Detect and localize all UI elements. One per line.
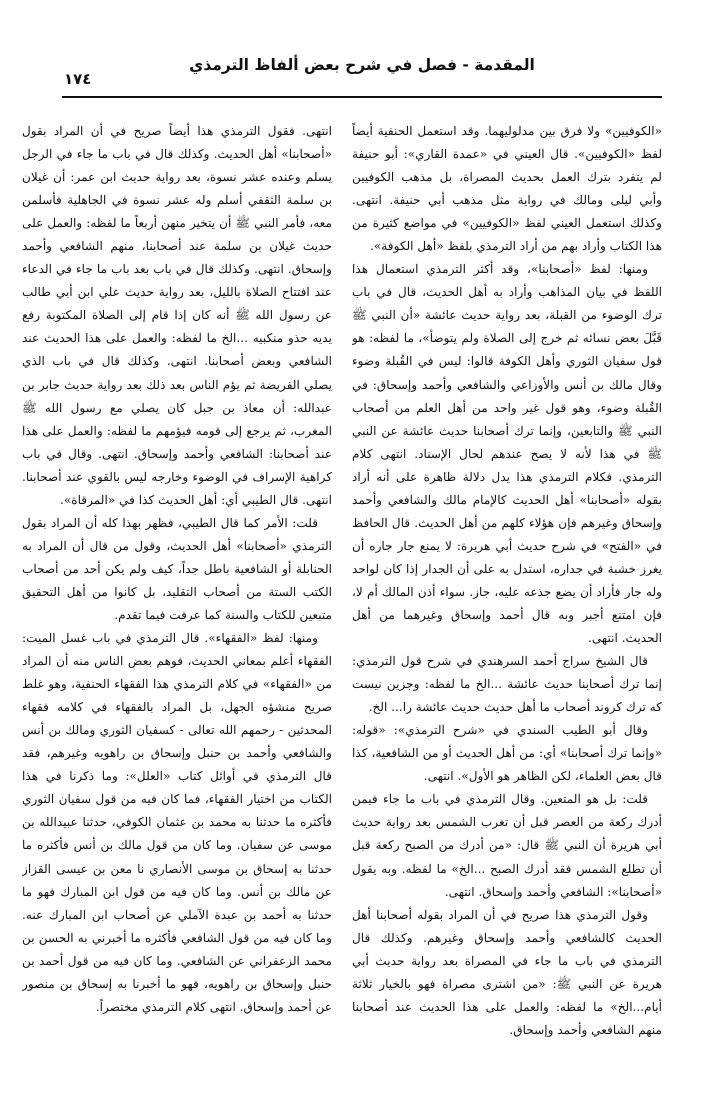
left-column <box>22 120 332 1076</box>
paragraph: «الكوفيين» ولا فرق بين مدلوليهما. وقد استعمل الحنفية أيضاً لفظ «الكوفيين». قال العيني في «عمدة القاري»: أبو حنيفة لم يتفرد بترك العمل بحديث المصراة، بل مذهب الكوفيين وأبي ليلى ومالك في رواية مثل مذهب أبي حنيفة. انتهى. وكذلك استعمل العيني لفظ «الكوفيين» في مواضع كثيرة من هذا الكتاب وأراد بهم من أراد الترمذي بلفظ «أهل الكوفة». <box>352 124 662 254</box>
paragraph: ومنها: لفظ «الفقهاء». قال الترمذي في باب غسل الميت: الفقهاء أعلم بمعاني الحديث، فوهم بعض الناس منه أن المراد من «الفقهاء» في كلام الترمذي هذا الفقهاء الحنفية، وهو غلط صريح منشؤه الجهل، بل المراد بالفقهاء في كلامه فقهاء المحدثين - رحمهم الله تعالى - كسفيان الثوري ومالك بن أنس والشافعي وأحمد بن حنبل وإسحاق بن راهويه وغيرهم، فقد قال الترمذي في أوائل كتاب «العلل»: وما ذكرنا في هذا الكتاب من اختيار الفقهاء، فما كان فيه من قول سفيان الثوري فأكثره ما حدثنا به محمد بن عثمان الكوفي، حدثنا عبيدالله بن موسى عن سفيان. وما كان من قول مالك بن أنس فأكثره ما حدثنا به إسحاق بن موسى الأنصاري نا معن بن عيسى القزاز عن مالك بن أنس. وما كان فيه من قول ابن المبارك فهو ما حدثنا به أحمد بن عبدة الآملي عن أصحاب ابن المبارك عنه. وما كان فيه من قول الشافعي فأكثره ما أخبرني به الحسن بن محمد الزعفراني عن الشافعي. وما كان فيه من قول أحمد بن حنبل وإسحاق بن راهويه، فهو ما أخبرنا به إسحاق بن منصور عن أحمد وإسحاق. انتهى كلام الترمذي مختصراً. <box>22 631 332 1014</box>
paragraph: قال الشيخ سراج أحمد السرهندي في شرح قول الترمذي: إنما ترك أصحابنا حديث عائشة ...الخ ما لفظه: وجزين نيست كه ترك كروند أصحاب ما أهل حديث حديث عائشة را... الخ. <box>352 654 662 715</box>
paragraph: ومنها: لفظ «أصحابنا»، وقد أكثر الترمذي استعمال هذا اللفظ في بيان المذاهب وأراد به أهل الحديث، قال في باب ترك الوضوء من القبلة، بعد رواية حديث عائشة «أن النبي ﷺ قَبَّلَ بعض نسائه ثم خرج إلى الصلاة ولم يتوضأ»، ما لفظه: هو قول سفيان الثوري وأهل الكوفة قالوا: ليس في القُبلة وضوء وقال مالك بن أنس والأوزاعي والشافعي وأحمد وإسحاق: في القُبلة وضوء، وهو قول غير واحد من أهل العلم من أصحاب النبي ﷺ والتابعين، وإنما ترك أصحابنا حديث عائشة عن النبي ﷺ في هذا لأنه لا يصح عندهم لحال الإسناد. انتهى كلام الترمذي. فكلام الترمذي هذا يدل دلالة ظاهرة على أنه أراد بقوله «أصحابنا» أهل الحديث كالإمام مالك والشافعي وأحمد وإسحاق وغيرهم فإن هؤلاء كلهم من أهل الحديث. قال الحافظ في «الفتح» في شرح حديث أبي هريرة: لا يمنع جار جاره أن يغرز خشبة في جداره، استدل به على أن الجدار إذا كان لواحد وله جار فأراد أن يضع جذعه عليه، جاز. سواء أذن المالك أم لا، فإن امتنع أجبر وبه قال أحمد وإسحاق وغيرهما من أهل الحديث. انتهى. <box>352 262 662 646</box>
paragraph: وقال أبو الطيب السندي في «شرح الترمذي»: «قوله: «وإنما ترك أصحابنا» أي: من أهل الحديث أو من الشافعية، كذا قال بعض العلماء، لكن الظاهر هو الأول». انتهى. <box>352 723 662 784</box>
paragraph: انتهى. فقول الترمذي هذا أيضاً صريح في أن المراد بقول «أصحابنا» أهل الحديث. وكذلك قال في باب ما جاء في الرجل يسلم وعنده عشر نسوة، بعد رواية حديث ابن عمر: أن غيلان بن سلمة الثقفي أسلم وله عشر نسوة في الجاهلية فأسلمن معه، فأمر النبي ﷺ أن يتخير منهن أربعاً ما لفظه: والعمل على حديث غيلان بن سلمة عند أصحابنا، منهم الشافعي وأحمد وإسحاق. انتهى. وكذلك قال في باب بعد باب ما جاء في الدعاء عند افتتاح الصلاة بالليل، بعد رواية حديث علي ابن أبي طالب عن رسول الله ﷺ أنه كان إذا قام إلى الصلاة المكتوبة رفع يديه حذو منكبيه ...الخ ما لفظه: والعمل على هذا الحديث عند الشافعي وبعض أصحابنا. انتهى. وكذلك قال في باب الذي يصلي الفريضة ثم يؤم الناس بعد ذلك بعد رواية حديث جابر بن عبدالله: أن معاذ بن جبل كان يصلي مع رسول الله ﷺ المغرب، ثم يرجع إلى قومه فيؤمهم ما لفظه: والعمل على هذا عند أصحابنا: الشافعي وأحمد وإسحاق. انتهى. وقال في باب كراهية الإسراف في الوضوء وخارجه ليس بالقوي عند أصحابنا. انتهى. قال الطيبي أي: أهل الحديث كذا في «المرقاة». <box>22 124 332 507</box>
running-header <box>62 50 662 96</box>
right-column <box>352 120 662 1076</box>
header-title: المقدمة - فصل في شرح بعض ألفاظ الترمذي <box>189 56 535 74</box>
paragraph: قلت: بل هو المتعين. وقال الترمذي في باب ما جاء فيمن أدرك ركعة من العصر قبل أن تغرب الشمس بعد رواية حديث أبي هريرة أن النبي ﷺ قال: «من أدرك من الصبح ركعة قبل أن تطلع الشمس فقد أدرك الصبح ...الخ» ما لفظه. وبه يقول «أصحابنا»: الشافعي وأحمد وإسحاق. انتهى. <box>352 792 662 899</box>
header-divider <box>62 96 662 98</box>
paragraph: قلت: الأمر كما قال الطيبي، فظهر بهذا كله أن المراد بقول الترمذي «أصحابنا» أهل الحديث، وقول من قال أن المراد به الحنابلة أو الشافعية باطل جداً، كيف ولم يكن أحد من أصحاب الكتب الستة من أصحاب التقليد، بل كانوا من أهل التحقيق متبعين للكتاب والسنة كما عرفت فيما تقدم. <box>22 515 332 622</box>
paragraph: وقول الترمذي هذا صريح في أن المراد بقوله أصحابنا أهل الحديث كالشافعي وأحمد وإسحاق وغيرهم. وكذلك قال الترمذي في باب ما جاء في المصراة بعد رواية حديث أبي هريرة عن النبي ﷺ: «من اشترى مصراة فهو بالخيار ثلاثة أيام...الخ» ما لفظه: والعمل على هذا الحديث عند أصحابنا منهم الشافعي وأحمد وإسحاق. <box>352 907 662 1037</box>
page-number: ١٧٤ <box>64 70 92 88</box>
